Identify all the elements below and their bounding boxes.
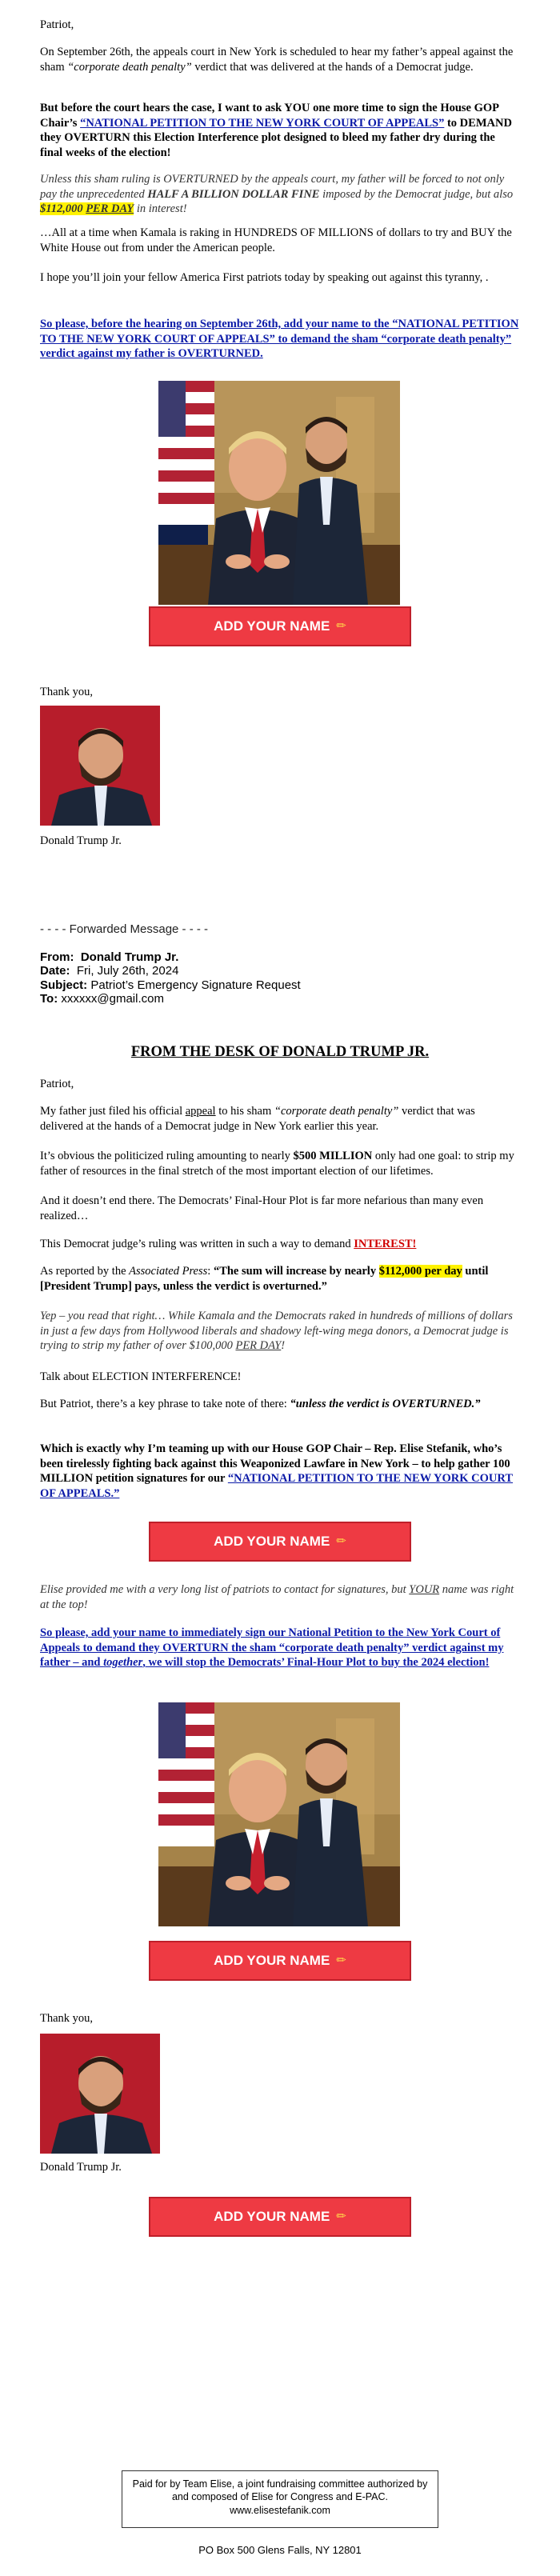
- to-row: To: xxxxxx@gmail.com: [40, 991, 164, 1006]
- add-your-name-button-4[interactable]: ADD YOUR NAME ✏: [149, 2197, 411, 2237]
- pencil-icon: ✏: [336, 1954, 346, 1968]
- paragraph-fine: Unless this sham ruling is OVERTURNED by the appeals court, my father will be forced to not only pay the unprecedented HALF A BILLION DOLLAR FINE imposed by the Democrat judge, but also $112,000 PER DAY in interest!: [40, 173, 514, 216]
- petition-link[interactable]: “NATIONAL PETITION TO THE NEW YORK COURT OF APPEALS”: [80, 116, 445, 130]
- signature-2: Donald Trump Jr.: [40, 2161, 122, 2174]
- interest-highlight: $112,000 PER DAY: [40, 202, 134, 216]
- paragraph-plot: And it doesn’t end there. The Democrats’ Final-Hour Plot is far more nefarious than many even realized…: [40, 1194, 484, 1222]
- forwarded-header: [40, 950, 520, 1006]
- greeting: Patriot,: [40, 18, 74, 31]
- paragraph-ask-sign: But before the court hears the case, I want to ask YOU one more time to sign the House GOP Chair’s “NATIONAL PETITION TO THE NEW YORK COURT OF APPEALS” to DEMAND they OVERTURN this Election Interference plot designed to bleed my father dry during the final weeks of the election!: [40, 102, 512, 159]
- date-row: Date: Fri, July 26th, 2024: [40, 964, 179, 978]
- signature: Donald Trump Jr.: [40, 834, 122, 847]
- add-your-name-button[interactable]: ADD YOUR NAME ✏: [149, 606, 411, 646]
- paragraph-election-interference: Talk about ELECTION INTERFERENCE!: [40, 1370, 242, 1383]
- paragraph-key-phrase: But Patriot, there’s a key phrase to take note of there: “unless the verdict is OVERTURNED.”: [40, 1398, 481, 1410]
- pencil-icon: ✏: [336, 2210, 346, 2224]
- paragraph-join: I hope you’ll join your fellow America First patriots today by speaking out against this tyranny, .: [40, 271, 489, 284]
- photo-illustration-2: [158, 1702, 400, 1926]
- paragraph-cta: [40, 317, 520, 362]
- paragraph-interest: This Democrat judge’s ruling was written in such a way to demand INTEREST!: [40, 1238, 417, 1250]
- thank-you: Thank you,: [40, 686, 94, 698]
- desk-title: FROM THE DESK OF DONALD TRUMP JR.: [130, 1044, 430, 1060]
- us-flag: [158, 1702, 214, 1846]
- paragraph-appeal-date: On September 26th, the appeals court in New York is scheduled to hear my father’s appeal against the sham “corporate death penalty” verdict that was delivered at the hands of a Democrat judge.: [40, 46, 514, 74]
- thank-you-2: Thank you,: [40, 2012, 94, 2025]
- petition-link-2[interactable]: “NATIONAL PETITION TO THE NEW YORK COURT OF APPEALS.”: [40, 1472, 514, 1500]
- pencil-icon: ✏: [336, 1534, 346, 1549]
- add-your-name-button-3[interactable]: ADD YOUR NAME ✏: [149, 1941, 411, 1981]
- avatar-2: [40, 2034, 160, 2154]
- mailing-address: PO Box 500 Glens Falls, NY 12801: [198, 2544, 362, 2556]
- from-row: From: Donald Trump Jr.: [40, 950, 179, 964]
- avatar: [40, 706, 160, 826]
- us-flag: [158, 381, 214, 525]
- photo-illustration: [158, 381, 400, 605]
- paragraph-ap-quote: As reported by the Associated Press: “The sum will increase by nearly $112,000 per day until [President Trump] pays, unless the verdict is overturned.”: [40, 1265, 489, 1293]
- avatar-illustration: [40, 706, 160, 826]
- add-your-name-button-2[interactable]: ADD YOUR NAME ✏: [149, 1522, 411, 1562]
- cta-link[interactable]: So please, before the hearing on September 26th, add your name to the “NATIONAL PETITION TO THE NEW YORK COURT OF APPEALS” to demand the sham “corporate death penalty” verdict against my father is OVERTURNED.: [40, 318, 519, 361]
- paid-for-disclaimer: Paid for by Team Elise, a joint fundraising committee authorized by and composed of Elise for Congress and E-PAC. www.elisestefanik.com: [122, 2470, 438, 2528]
- paragraph-cta-2: [40, 1626, 520, 1670]
- trump-oval-office-photo: [158, 381, 400, 605]
- paragraph-elise-list: Elise provided me with a very long list of patriots to contact for signatures, but YOUR name was right at the top!: [40, 1583, 514, 1611]
- forwarded-separator: - - - - Forwarded Message - - - -: [40, 922, 209, 936]
- subject-row: Subject: Patriot’s Emergency Signature Request: [40, 978, 301, 992]
- paragraph-teaming-up: Which is exactly why I’m teaming up with our House GOP Chair – Rep. Elise Stefanik, who’s been tirelessly fighting back against this Weaponized Lawfare in New York – to help gather 100 MILLION petition signatures for our “NATIONAL PETITION TO THE NEW YORK COURT OF APPEALS.”: [40, 1442, 514, 1500]
- paragraph-yep: Yep – you read that right… While Kamala and the Democrats raked in hundreds of millions of dollars in just a few days from Hollywood liberals and shadowy left-wing mega donors, a Democrat judge is trying to strip my father of over $100,000 PER DAY!: [40, 1310, 513, 1353]
- greeting-2: Patriot,: [40, 1078, 74, 1090]
- paragraph-500-million: It’s obvious the politicized ruling amounting to nearly $500 MILLION only had one goal: to strip my father of resources in the final stretch of the most important election of our lifetimes.: [40, 1150, 514, 1178]
- paragraph-kamala: …All at a time when Kamala is raking in HUNDREDS OF MILLIONS of dollars to try and BUY the White House out from under the American people.: [40, 226, 512, 254]
- avatar-illustration-2: [40, 2034, 160, 2154]
- trump-oval-office-photo-2: [158, 1702, 400, 1926]
- cta-link-2[interactable]: So please, add your name to immediately sign our National Petition to the New York Court of Appeals to demand they OVERTURN the sham “corporate death penalty” verdict against my father – and together, we will stop the Democrats’ Final-Hour Plot to buy the 2024 election!: [40, 1626, 504, 1670]
- pencil-icon: ✏: [336, 619, 346, 634]
- paragraph-appeal-filed: My father just filed his official appeal to his sham “corporate death penalty” verdict that was delivered at the hands of a Democrat judge in New York earlier this year.: [40, 1105, 475, 1133]
